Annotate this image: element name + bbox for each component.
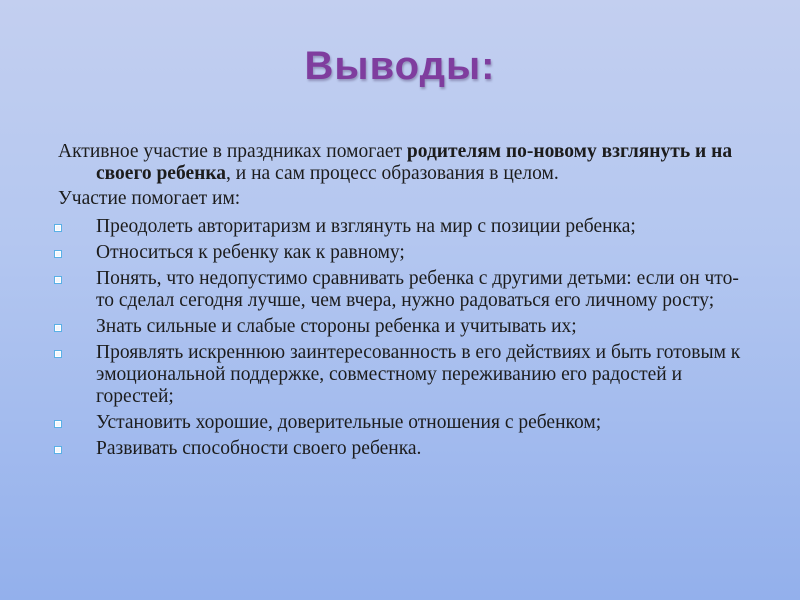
intro-text-bold: родителям по-новому взглянуть и на своего ребенка — [96, 141, 733, 184]
square-bullet-icon — [54, 224, 62, 232]
bullet-text: Установить хорошие, доверительные отношения с ребенком; — [96, 412, 602, 433]
bullet-text: Развивать способности своего ребенка. — [96, 438, 422, 459]
intro-paragraph — [58, 141, 748, 185]
bullet-item — [58, 316, 748, 338]
bullet-item — [58, 438, 748, 460]
lead-paragraph: Участие помогает им: — [58, 188, 241, 209]
bullet-list — [58, 216, 748, 460]
square-bullet-icon — [54, 446, 62, 454]
bullet-item — [58, 412, 748, 434]
bullet-text: Преодолеть авторитаризм и взглянуть на мир с позиции ребенка; — [96, 216, 636, 237]
bullet-item — [58, 268, 748, 312]
square-bullet-icon — [54, 324, 62, 332]
bullet-text: Знать сильные и слабые стороны ребенка и учитывать их; — [96, 316, 577, 337]
square-bullet-icon — [54, 250, 62, 258]
bullet-text: Понять, что недопустимо сравнивать ребенка с другими детьми: если он что-то сделал сегодня лучше, чем вчера, нужно радоваться его личному росту; — [96, 268, 739, 311]
bullet-item — [58, 242, 748, 264]
square-bullet-icon — [54, 276, 62, 284]
bullet-text: Относиться к ребенку как к равному; — [96, 242, 405, 263]
bullet-item — [58, 216, 748, 238]
slide-title: Выводы: — [304, 44, 496, 88]
square-bullet-icon — [54, 420, 62, 428]
slide-content — [58, 141, 748, 464]
intro-text-start: Активное участие в праздниках помогает — [58, 141, 407, 162]
bullet-text: Проявлять искреннюю заинтересованность в его действиях и быть готовым к эмоциональной поддержке, совместному переживанию его радостей и горестей; — [96, 342, 741, 407]
square-bullet-icon — [54, 350, 62, 358]
intro-text-end: , и на сам процесс образования в целом. — [226, 163, 559, 184]
bullet-item — [58, 342, 748, 408]
